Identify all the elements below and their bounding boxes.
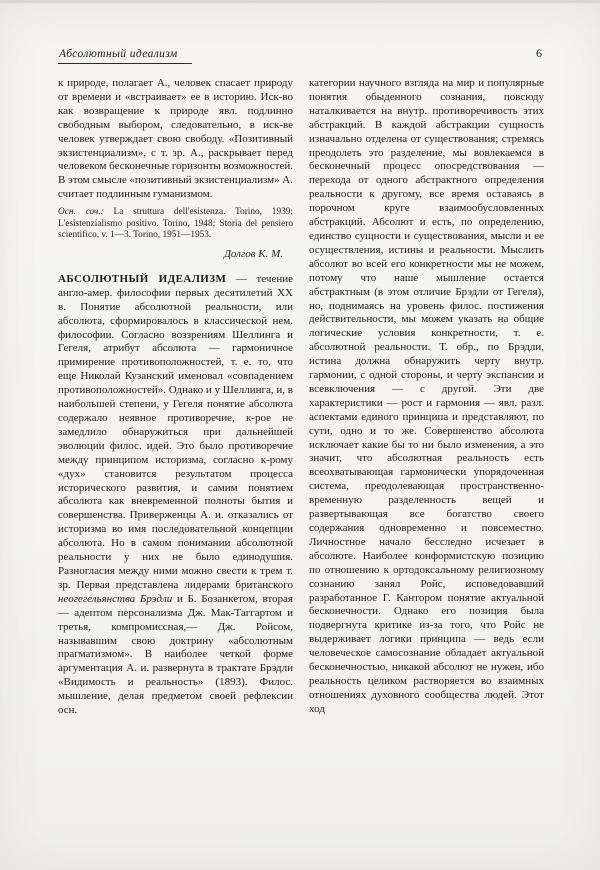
running-title: Абсолютный идеализм: [58, 48, 192, 64]
entry-text-continuation: категории научного взгляда на мир и популярные понятия обыденного сознания, повсюду наталкивается на внутр. противоречивость этих абстракций. В каждой абстракции сущность изначально отделена от существования; стремясь преодолеть это разделение, мы вовлекаемся в бесконечный процесс опосредствования — перехода от одного абстрактного определения реальности к другому, все время оставаясь в порочном круге взаимообусловленных абстракций. Абсолют и есть, по определению, единство сущности и существования, мысли и ее осуществления, истины и реальности. Мыслить абсолют во всей его конкретности мы не можем, потому что наше мышление остается абстрактным (в этом отличие Брэдли от Гегеля), но, поднимаясь на уровень филос. постижения действительности, мы можем указать на общие логические условия конкретности, т. е. абсолютной реальности. Т. обр., по Брэдли, истина должна обнаружить черту внутр. гармонии, с одной стороны, и черту экспансии и всевключения — с другой. Эти две характеристики — рост и гармония — явл. разл. аспектами единого принципа и представляют, по сути, одно и то же. Совершенство абсолюта исключает какие бы то ни было изменения, а это значит, что абсолютная реальность есть всеохватывающая гармонически упорядоченная система, преодолевающая пространственно-временную разделенность вещей и развертывающая все богатство своего содержания одновременно и повсеместно. Личностное начало бесследно исчезает в абсолюте. Наиболее конформистскую позицию по отношению к ортодоксальному религиозному сознанию занял Ройс, исповедовавший разработанное Г. Кантором понятие актуальной бесконечности. Однако его позиция была подвергнута критике из-за того, что Ройс не выдерживает логики принципа — ведь если человеческое самосознание обладает актуальной бесконечностью, никакой абсолют не нужен, ибо реальность целиком растворяется во взаимных отношениях духовного сообщества людей. Этот ход: [309, 77, 544, 715]
dictionary-entry: [58, 273, 293, 718]
entry-body-italic-crossref: неогегельянства Брэдли: [58, 592, 173, 605]
page-number: 6: [536, 46, 542, 60]
sources-text: La struttura dell'esistenza. Torino, 1939; L'esistenzialismo positivo. Torino, 1948; Storia del pensiero scientifico, v. 1—3. Torino, 1951—1953.: [58, 207, 293, 241]
entry-headword: АБСОЛЮТНЫЙ ИДЕАЛИЗМ: [58, 272, 227, 285]
entry-body-part1: — течение англо-амер. философии первых десятилетий XX в. Понятие абсолютной реальности, или абсолюта, сформировалось в классической нем. философии. Согласно воззрениям Шеллинга и Гегеля, атрибут абсолюта — гармоничное примирение противоположностей, т. е. то, что еще Николай Кузанский именовал «совпадением противоположностей». Однако и у Шеллинга, и, в наибольшей степени, у Гегеля понятие абсолюта содержало неявное противоречие, к-рое не замедлило обнаружиться при дальнейшей эволюции филос. идей. Это было противоречие между принципом историзма, согласно к-рому «дух» становится результатом процесса исторического развития, и самим понятием абсолюта как вневременной полноты бытия и совершенства. Приверженцы А. и. отказались от историзма во имя последовательной концепции абсолюта. Но в самом понимании абсолютной реальности у них не было единодушия. Разногласия между ними можно свести к трем т. зр. Первая представлена лидерами британского: [58, 272, 293, 591]
scan-top-edge: [0, 0, 600, 3]
sources-label: Осн. соч.:: [58, 207, 104, 218]
author-signature: Долгов К. М.: [223, 247, 283, 260]
sources-note: [58, 207, 293, 242]
entry-body-part2: и Б. Бозанкетом, вторая — адептом персонализма Дж. Мак-Таггартом и третья, компромиссная,— Дж. Ройсом, называвшим свою доктрину «абсолютным прагматизмом». В наиболее четкой форме аргументация А. и. развернута в трактате Брэдли «Видимость и реальность» (1893). Филос. мышление, делая предметом своей рефлексии осн.: [58, 592, 293, 717]
left-column: [58, 77, 293, 718]
text-columns: [58, 77, 544, 718]
continued-article-text: к природе, полагает А., человек спасает природу от времени и «встраивает» ее в историю. Иск-во как возвращение к природе явл. подлинно свободным выбором, следовательно, в иск-ве человек утверждает свою свободу. «Позитивный экзистенциализм», с т. зр. А., раскрывает перед человеком бесконечные горизонты возможностей. В этом смысле «позитивный экзистенциализм» А. считает подлинным гуманизмом.: [58, 77, 293, 201]
page-header: [58, 46, 544, 64]
right-column: [309, 77, 544, 718]
